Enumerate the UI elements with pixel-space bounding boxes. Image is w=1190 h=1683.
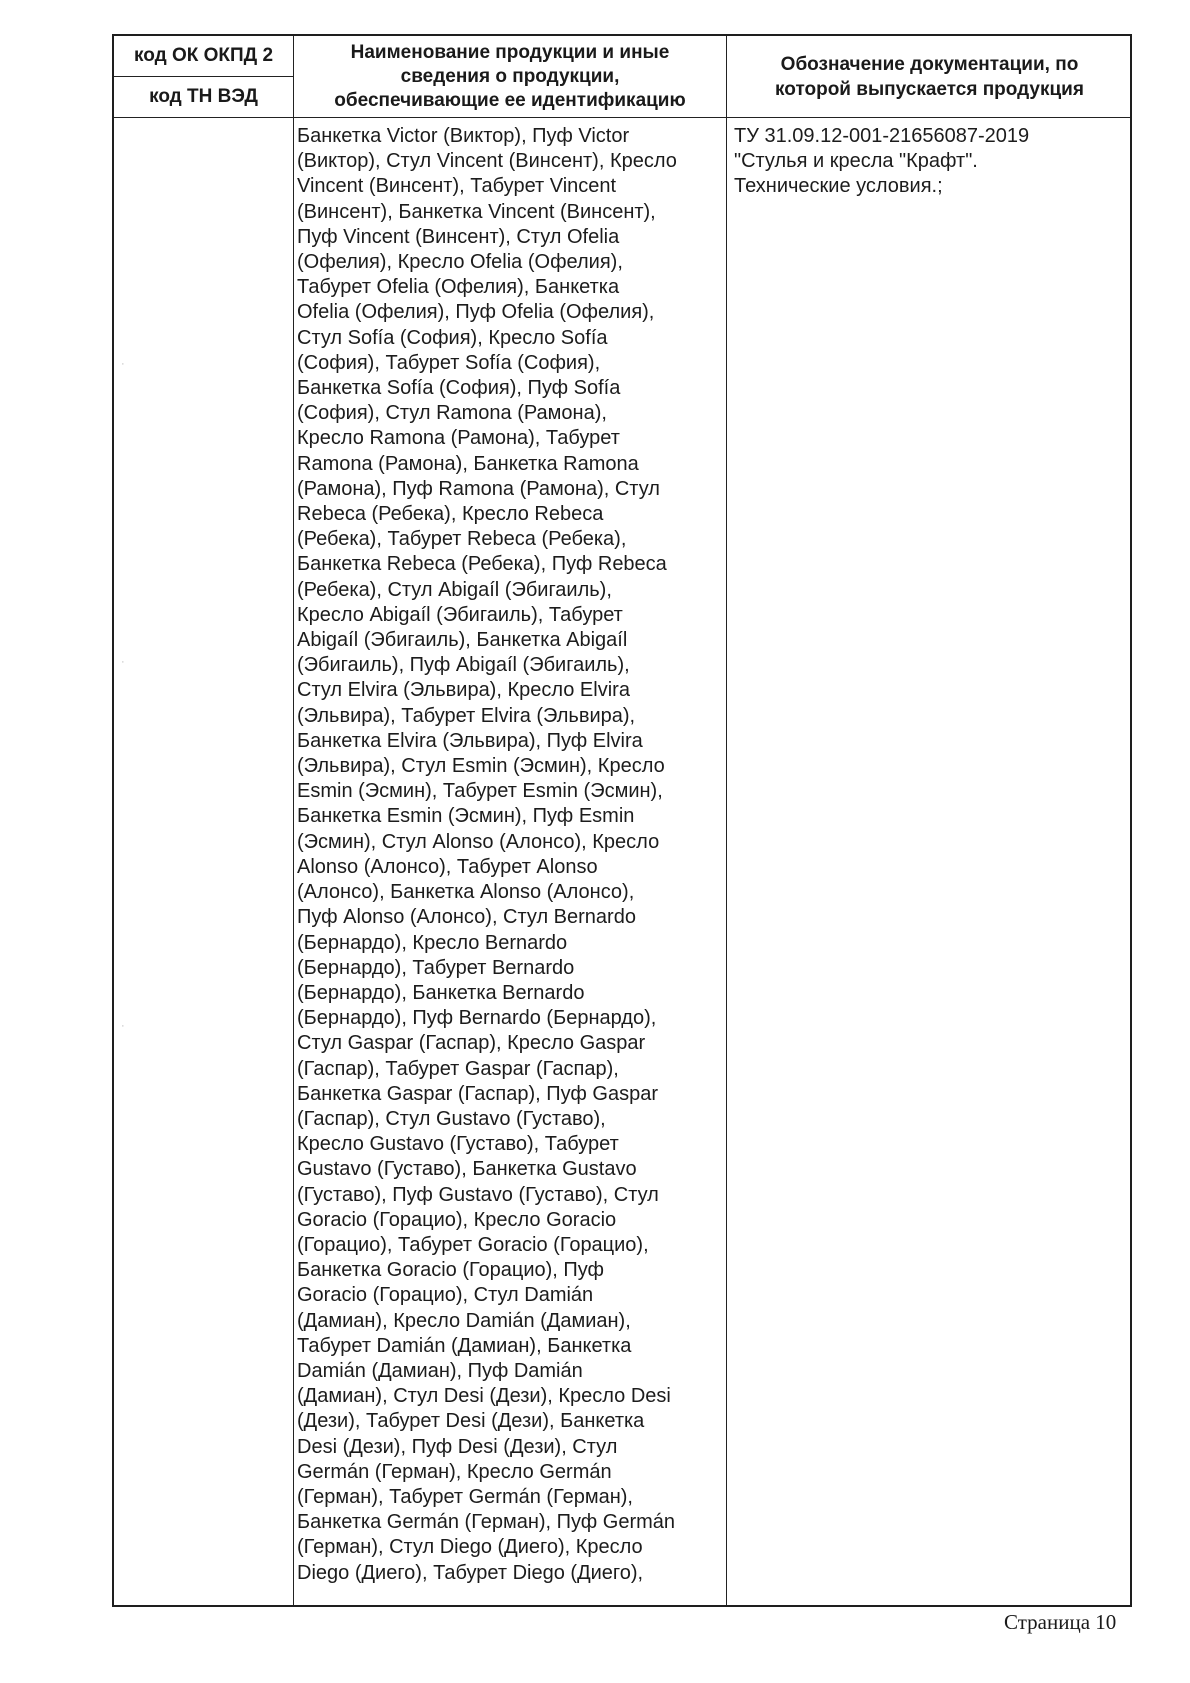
scan-artifact: · <box>121 1020 125 1032</box>
product-name-line: Банкетка Sofía (София), Пуф Sofía <box>297 377 621 400</box>
column-divider-1 <box>293 36 294 1605</box>
header-name-line: Наименование продукции и иные <box>350 41 670 63</box>
product-name-line: Ofelia (Офелия), Пуф Ofelia (Офелия), <box>297 301 655 324</box>
product-name-line: Кресло Gustavo (Густаво), Табурет <box>297 1133 619 1156</box>
product-name-line: Табурет Damián (Дамиан), Банкетка <box>297 1334 632 1357</box>
product-name-line: (Герман), Стул Diego (Диего), Кресло <box>297 1536 643 1559</box>
header-divider <box>114 117 1130 118</box>
product-name-line: Desi (Дези), Пуф Desi (Дези), Стул <box>297 1435 618 1458</box>
product-name-line: Germán (Герман), Кресло Germán <box>297 1460 612 1483</box>
product-name-line: (Эсмин), Стул Alonso (Алонсо), Кресло <box>297 830 660 853</box>
documentation-cell <box>734 124 1124 200</box>
header-product-name <box>294 36 726 117</box>
product-name-line: Банкетка Victor (Виктор), Пуф Victor <box>297 125 630 147</box>
product-name-line: (Офелия), Кресло Ofelia (Офелия), <box>297 251 623 274</box>
product-name-line: (Герман), Табурет Germán (Герман), <box>297 1485 633 1508</box>
product-name-line: (Эльвира), Табурет Elvira (Эльвира), <box>297 704 636 727</box>
product-name-line: Goracio (Горацио), Кресло Goracio <box>297 1208 617 1231</box>
product-name-line: Банкетка Germán (Герман), Пуф Germán <box>297 1511 676 1534</box>
product-name-line: (Бернардо), Табурет Bernardo <box>297 956 575 979</box>
header-code-tnved: код ТН ВЭД <box>149 86 258 107</box>
product-name-line: Кресло Ramona (Рамона), Табурет <box>297 427 620 450</box>
product-name-line: Кресло Abigaíl (Эбигаиль), Табурет <box>297 603 623 626</box>
product-name-line: Банкетка Elvira (Эльвира), Пуф Elvira <box>297 729 643 752</box>
product-name-line: Diego (Диего), Табурет Diego (Диего), <box>297 1561 644 1584</box>
product-name-line: (Дамиан), Стул Desi (Дези), Кресло Desi <box>297 1385 671 1408</box>
header-doc-line: Обозначение документации, по <box>780 53 1079 75</box>
product-name-line: Пуф Vincent (Винсент), Стул Ofelia <box>297 225 620 248</box>
product-name-line: (Дези), Табурет Desi (Дези), Банкетка <box>297 1410 645 1433</box>
product-name-line: (София), Табурет Sofía (София), <box>297 351 601 374</box>
product-name-line: Пуф Alonso (Алонсо), Стул Bernardo <box>297 906 636 929</box>
header-doc-line: которой выпускается продукция <box>775 78 1084 100</box>
product-name-line: (Гаспар), Стул Gustavo (Густаво), <box>297 1107 606 1130</box>
product-name-line: Damián (Дамиан), Пуф Damián <box>297 1359 583 1382</box>
header-documentation <box>727 36 1132 117</box>
product-name-line: Банкетка Rebeca (Ребека), Пуф Rebeca <box>297 553 667 576</box>
product-name-line: Табурет Ofelia (Офелия), Банкетка <box>297 276 620 299</box>
product-name-line: (София), Стул Ramona (Рамона), <box>297 402 607 425</box>
product-name-line: Банкетка Gaspar (Гаспар), Пуф Gaspar <box>297 1082 658 1105</box>
product-name-line: Банкетка Goracio (Горацио), Пуф <box>297 1259 604 1282</box>
product-name-line: Стул Elvira (Эльвира), Кресло Elvira <box>297 679 630 702</box>
product-name-line: (Бернардо), Кресло Bernardo <box>297 931 568 954</box>
product-name-line: (Гаспар), Табурет Gaspar (Гаспар), <box>297 1057 619 1080</box>
product-name-line: (Бернардо), Пуф Bernardo (Бернардо), <box>297 1007 657 1030</box>
column-divider-2 <box>726 36 727 1605</box>
document-table <box>112 34 1132 1607</box>
product-name-line: Abigaíl (Эбигаиль), Банкетка Abigaíl <box>297 629 628 652</box>
product-name-line: (Виктор), Стул Vincent (Винсент), Кресло <box>297 150 677 173</box>
header-name-line: обеспечивающие ее идентификацию <box>334 89 686 111</box>
product-name-line: (Эбигаиль), Пуф Abigaíl (Эбигаиль), <box>297 654 630 677</box>
doc-line: "Стулья и кресла "Крафт". <box>734 150 978 173</box>
doc-line: Технические условия.; <box>734 175 943 198</box>
product-name-line: Стул Sofía (София), Кресло Sofía <box>297 326 608 349</box>
product-name-line: Gustavo (Густаво), Банкетка Gustavo <box>297 1158 637 1181</box>
page-number: Страница 10 <box>1004 1610 1117 1634</box>
product-name-line: (Ребека), Табурет Rebeca (Ребека), <box>297 528 627 551</box>
product-name-line: (Густаво), Пуф Gustavo (Густаво), Стул <box>297 1183 659 1206</box>
product-name-line: (Рамона), Пуф Ramona (Рамона), Стул <box>297 477 660 500</box>
product-name-line: (Ребека), Стул Abigaíl (Эбигаиль), <box>297 578 612 601</box>
product-name-line: Esmin (Эсмин), Табурет Esmin (Эсмин), <box>297 780 663 803</box>
product-name-line: (Винсент), Банкетка Vincent (Винсент), <box>297 200 656 223</box>
product-name-line: Стул Gaspar (Гаспар), Кресло Gaspar <box>297 1032 646 1055</box>
product-name-line: (Бернардо), Банкетка Bernardo <box>297 981 585 1004</box>
product-name-line: Vincent (Винсент), Табурет Vincent <box>297 175 617 198</box>
header-code-okpd: код ОК ОКПД 2 <box>133 45 274 66</box>
product-name-line: Ramona (Рамона), Банкетка Ramona <box>297 452 639 475</box>
scan-artifact: · <box>121 358 125 370</box>
header-name-line: сведения о продукции, <box>400 65 620 87</box>
product-name-cell <box>297 124 723 1586</box>
product-name-line: Rebeca (Ребека), Кресло Rebeca <box>297 503 604 526</box>
scan-artifact: · <box>121 656 125 668</box>
product-name-line: (Эльвира), Стул Esmin (Эсмин), Кресло <box>297 755 665 778</box>
product-name-line: (Алонсо), Банкетка Alonso (Алонсо), <box>297 881 635 904</box>
product-name-line: (Дамиан), Кресло Damián (Дамиан), <box>297 1309 631 1332</box>
product-name-line: (Горацио), Табурет Goracio (Горацио), <box>297 1233 649 1256</box>
product-name-line: Банкетка Esmin (Эсмин), Пуф Esmin <box>297 805 635 828</box>
product-name-line: Goracio (Горацио), Стул Damián <box>297 1284 594 1307</box>
doc-line: ТУ 31.09.12-001-21656087-2019 <box>734 125 1030 147</box>
product-name-line: Alonso (Алонсо), Табурет Alonso <box>297 855 598 878</box>
